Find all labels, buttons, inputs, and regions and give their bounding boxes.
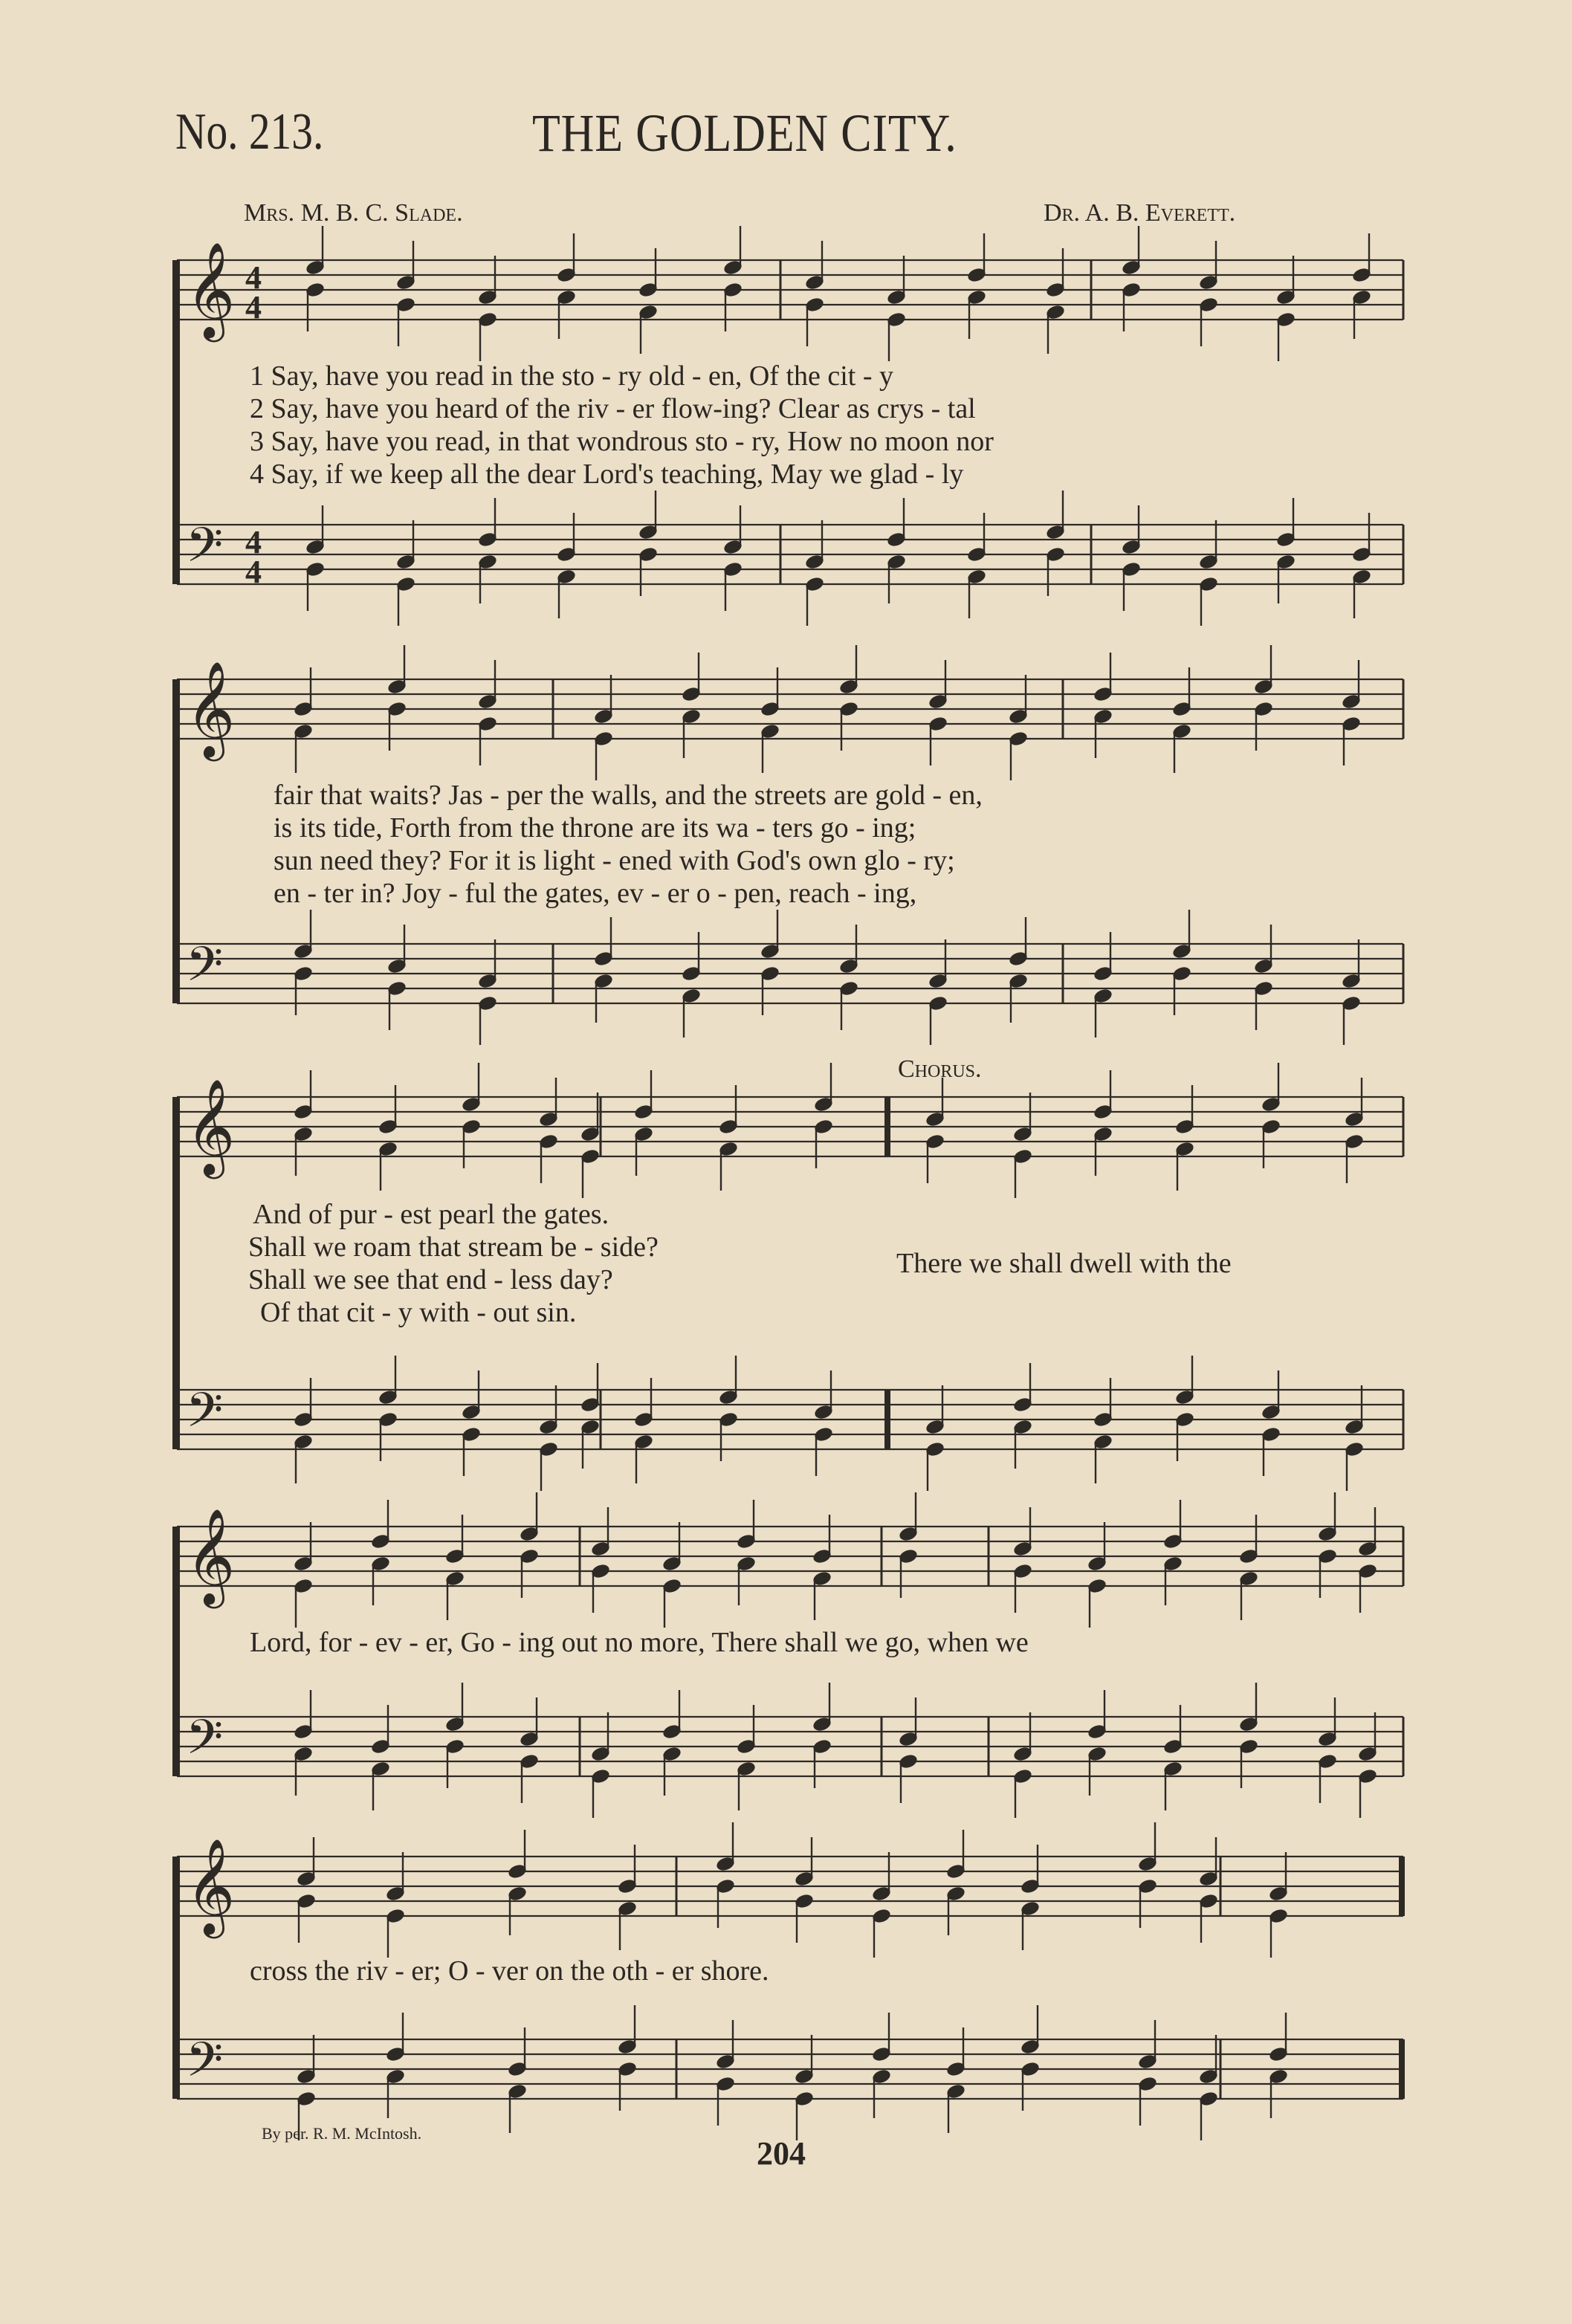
lyric-line: 1 Say, have you read in the sto - ry old - en, Of the cit - y: [250, 360, 894, 392]
page-number: 204: [757, 2135, 806, 2172]
final-barline: [1399, 2039, 1405, 2099]
lyric-line: 4 Say, if we keep all the dear Lord's teaching, May we glad - ly: [250, 459, 964, 490]
bass-clef-icon: 𝄢: [186, 1383, 224, 1450]
composer-credit: Dr. A. B. Everett.: [1044, 199, 1236, 227]
bass-clef-icon: 𝄢: [186, 2033, 224, 2100]
system-brace: [172, 1527, 180, 1776]
bass-clef-icon: 𝄢: [186, 937, 224, 1004]
treble-clef-icon: 𝄞: [186, 1078, 236, 1175]
lyric-line: Shall we roam that stream be - side?: [248, 1231, 659, 1263]
system-brace: [172, 1097, 180, 1449]
hymn-title: THE GOLDEN CITY.: [532, 103, 957, 163]
system-brace: [172, 1857, 180, 2099]
bass-clef-icon: 𝄢: [186, 1710, 224, 1777]
chorus-label: Chorus.: [898, 1055, 982, 1083]
lyric-line: 3 Say, have you read, in that wondrous sto - ry, How no moon nor: [250, 426, 994, 457]
chorus-double-bar: [884, 1390, 890, 1449]
time-signature-top: 4: [245, 259, 262, 296]
time-signature-bottom: 4: [245, 289, 262, 326]
system-brace: [172, 260, 180, 584]
lyric-line: en - ter in? Joy - ful the gates, ev - er o - pen, reach - ing,: [274, 878, 917, 909]
treble-clef-icon: 𝄞: [186, 1508, 236, 1605]
lyric-line: Of that cit - y with - out sin.: [260, 1297, 577, 1328]
lyricist-credit: Mrs. M. B. C. Slade.: [244, 199, 463, 227]
time-signature-top: 4: [245, 524, 262, 560]
permission-credit: By per. R. M. McIntosh.: [262, 2124, 422, 2143]
hymn-number: No. 213.: [175, 103, 324, 161]
final-barline: [1399, 1857, 1405, 1916]
lyric-line: sun need they? For it is light - ened with God's own glo - ry;: [274, 845, 955, 876]
lyric-line: Lord, for - ev - er, Go - ing out no more, There shall we go, when we: [250, 1627, 1029, 1658]
lyric-line: fair that waits? Jas - per the walls, and the streets are gold - en,: [274, 780, 983, 811]
lyric-line: is its tide, Forth from the throne are its wa - ters go - ing;: [274, 812, 916, 844]
treble-clef-icon: 𝄞: [186, 661, 236, 757]
treble-clef-icon: 𝄞: [186, 242, 236, 338]
lyric-line: cross the riv - er; O - ver on the oth - er shore.: [250, 1955, 769, 1987]
lyric-line: And of pur - est pearl the gates.: [253, 1199, 609, 1230]
bass-clef-icon: 𝄢: [186, 518, 224, 585]
time-signature-bottom: 4: [245, 554, 262, 590]
chorus-lyric-line: There we shall dwell with the: [896, 1248, 1232, 1279]
lyric-line: 2 Say, have you heard of the riv - er flow-ing? Clear as crys - tal: [250, 393, 976, 424]
system-brace: [172, 679, 180, 1003]
chorus-double-bar: [884, 1097, 890, 1156]
treble-clef-icon: 𝄞: [186, 1838, 236, 1935]
lyric-line: Shall we see that end - less day?: [248, 1264, 613, 1295]
